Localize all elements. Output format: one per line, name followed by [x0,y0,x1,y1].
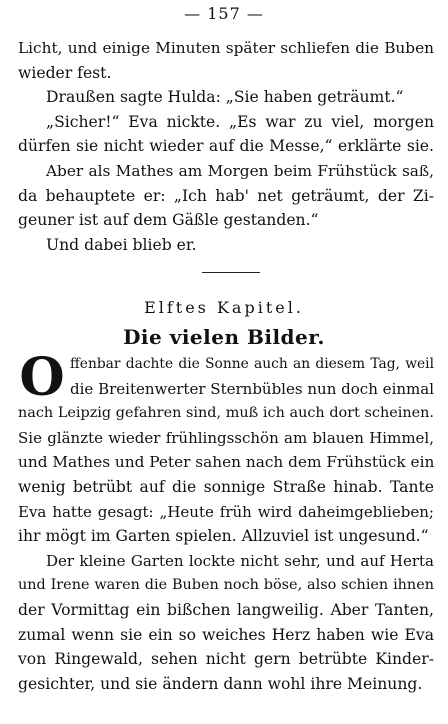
text-line: die Breitenwerter Sternbübles nun doch einmal [70,379,434,398]
chapter-heading: Elftes Kapitel. [144,298,304,317]
text-line: geuner ist auf dem Gäßle gestanden.“ [18,211,319,230]
text-line: Eva hatte gesagt: „Heute früh wird daheimgeblieben; [18,502,434,521]
text-line: wenig betrübt auf die sonnige Straße hinab. Tante [18,477,434,496]
text-line: ihr mögt im Garten spielen. Allzuviel ist ungesund.“ [18,527,429,546]
text-line: von Ringewald, sehen nicht gern betrübte Kinder- [18,650,434,669]
drop-cap: O [19,347,65,408]
text-line: Und dabei blieb er. [46,235,197,254]
text-line: Draußen sagte Hulda: „Sie haben geträumt.“ [46,88,404,107]
text-line: ffenbar dachte die Sonne auch an diesem Tag, weil [70,356,434,372]
text-line: Sie glänzte wieder frühlingsschön am blauen Himmel, [18,428,434,447]
text-line: Licht, und einige Minuten später schliefen die Buben [18,39,434,57]
text-line: zumal wenn sie ein so weiches Herz haben wie Eva [18,625,434,644]
chapter-title: Die vielen Bilder. [123,325,325,349]
text-line: und Irene waren die Buben noch böse, also schien ihnen [18,577,434,594]
text-line: der Vormittag ein bißchen langweilig. Aber Tanten, [18,600,434,619]
text-line: nach Leipzig gefahren sind, muß ich auch dort scheinen. [18,405,434,422]
text-line: dürfen sie nicht wieder auf die Messe,“ erklärte sie. [18,137,434,156]
text-line: Aber als Mathes am Morgen beim Frühstück saß, [46,161,434,180]
paragraph-block-1 [18,36,434,257]
paragraph-block-2 [18,347,435,696]
text-line: gesichter, und sie ändern dann wohl ihre Meinung. [18,674,423,693]
section-divider [202,272,260,273]
text-line: „Sicher!“ Eva nickte. „Es war zu viel, morgen [46,112,434,131]
text-line: da behauptete er: „Ich hab' net geträumt, der Zi- [18,186,434,205]
text-line: Der kleine Garten lockte nicht sehr, und auf Herta [46,551,434,570]
text-line: und Mathes und Peter sahen nach dem Frühstück ein [18,453,435,472]
text-line: wieder fest. [18,63,112,82]
page-number: — 157 — [184,4,264,23]
